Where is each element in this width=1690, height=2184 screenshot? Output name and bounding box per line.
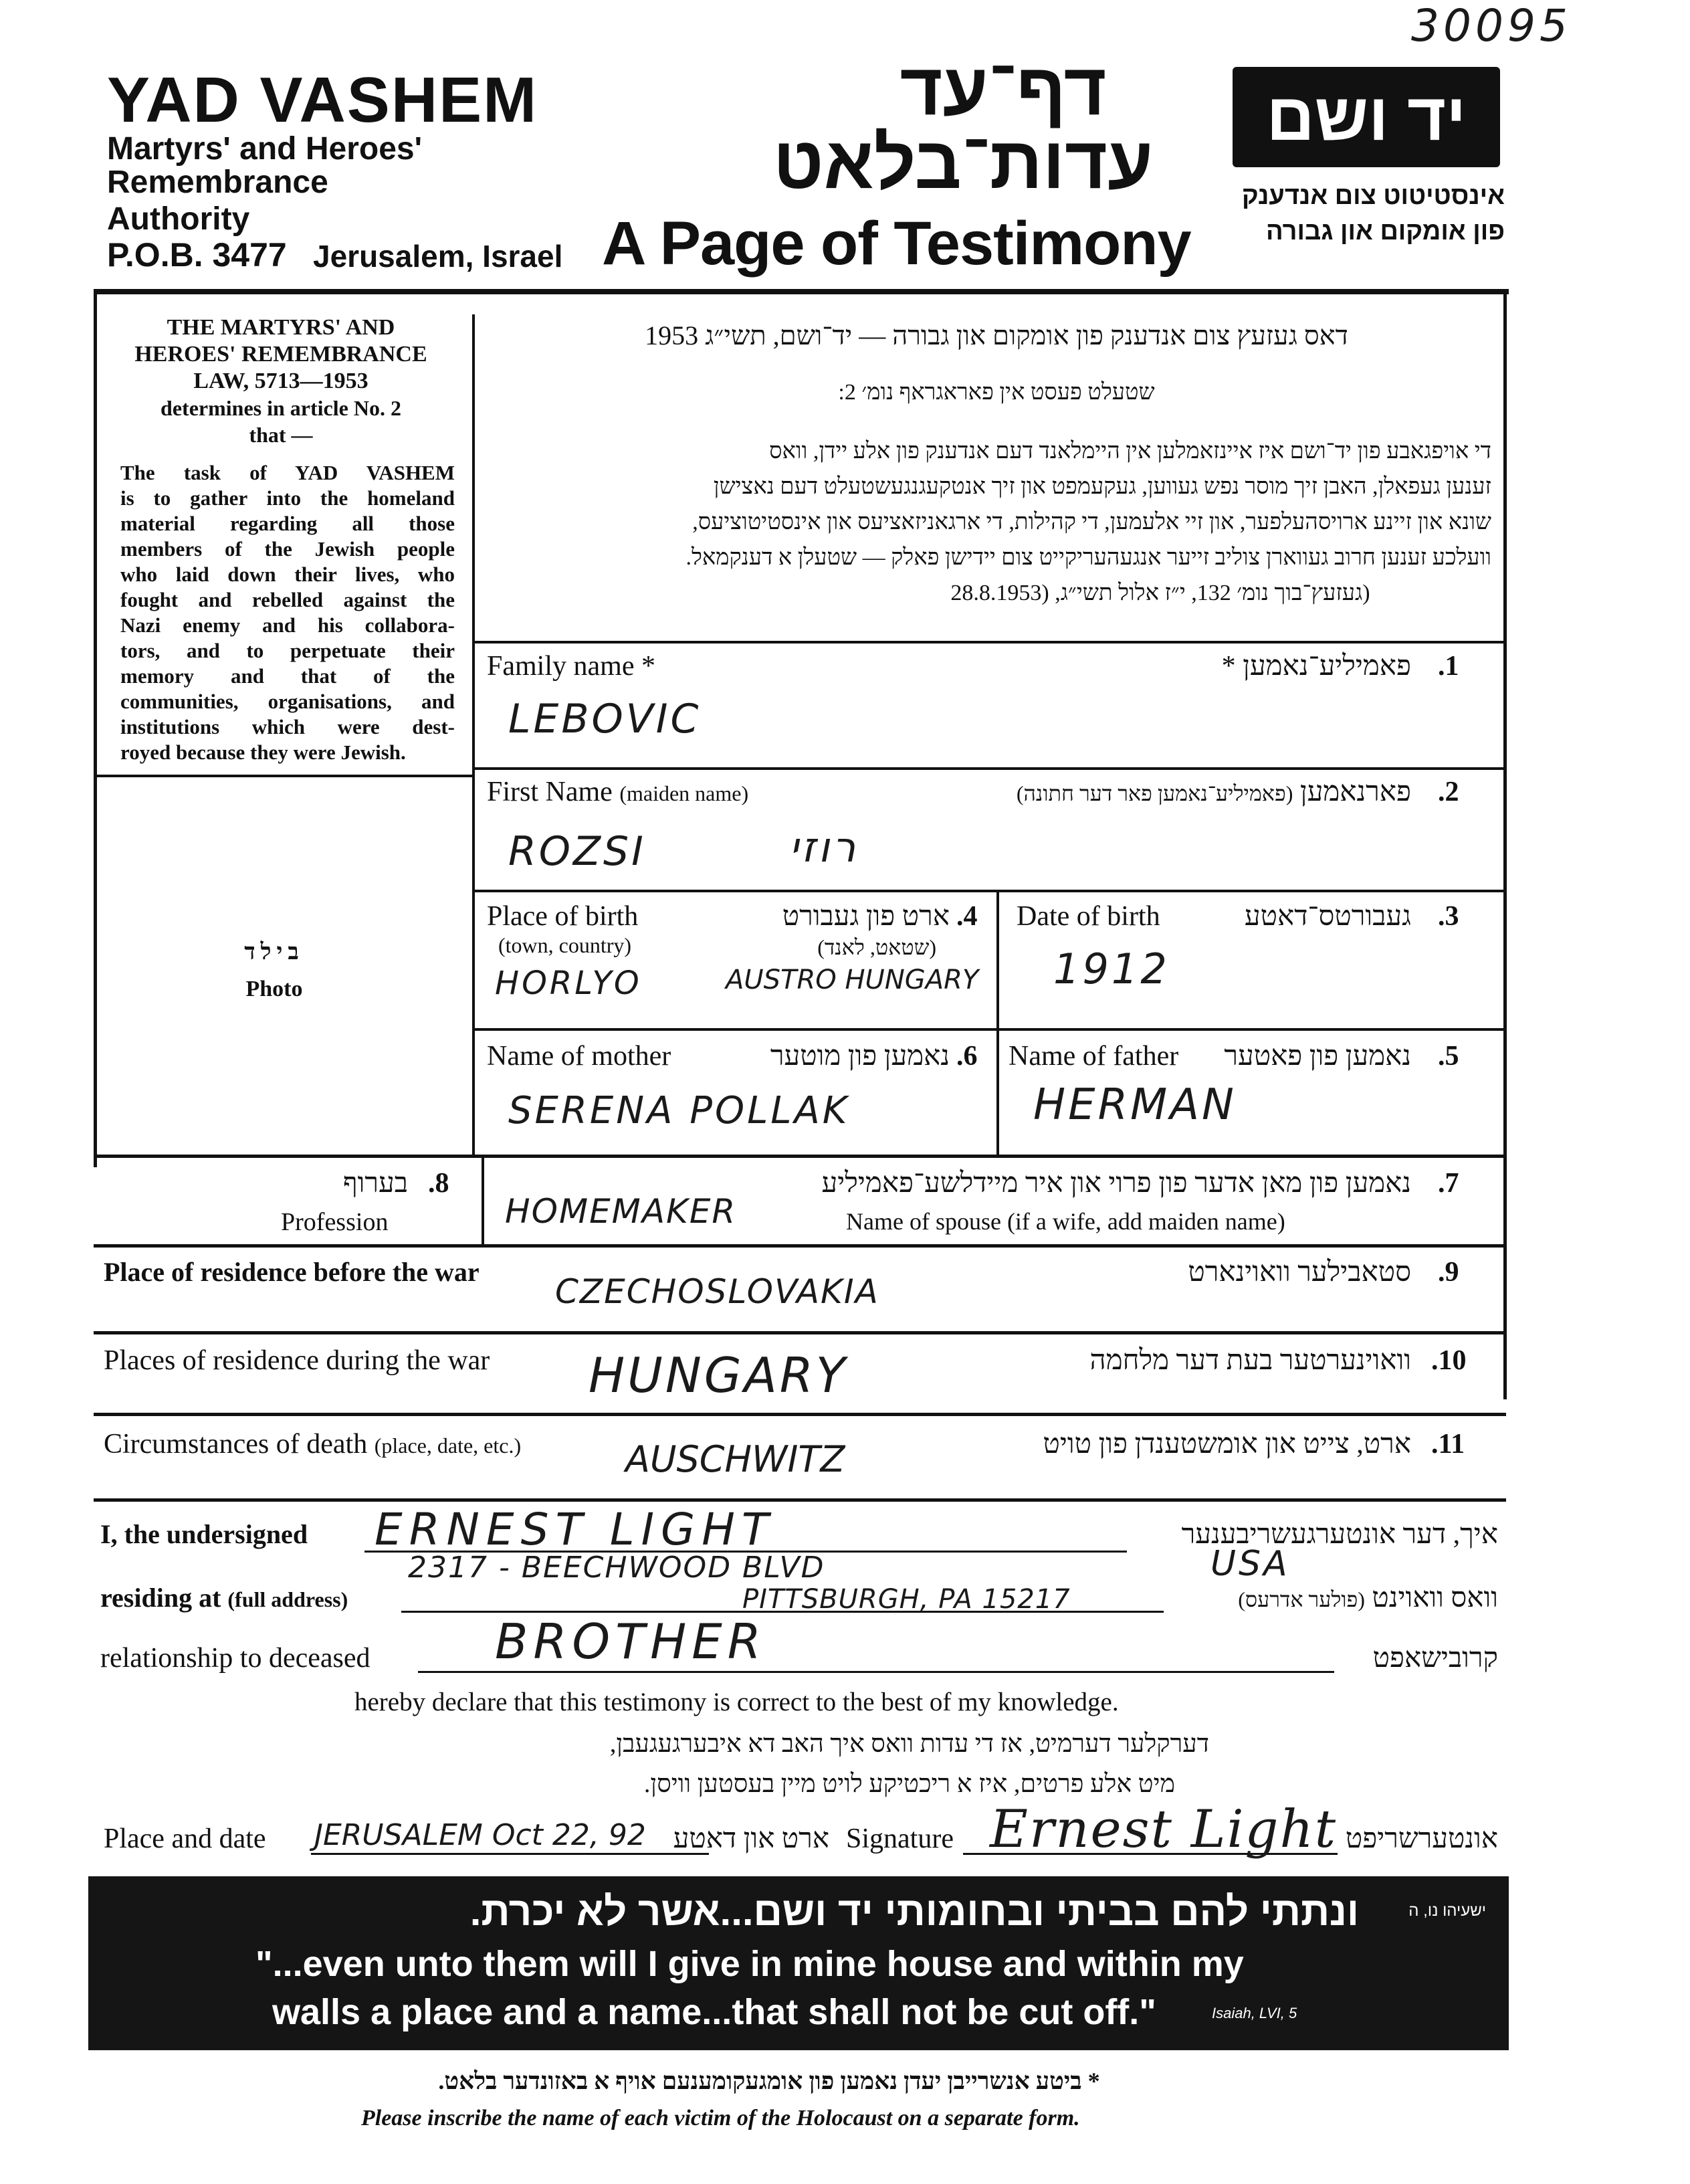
law-text-line: Nazi enemy and his collabora- bbox=[120, 613, 455, 637]
banner-english-quote-1: "...even unto them will I give in mine house and within my bbox=[255, 1944, 1244, 1984]
first-name-label-hebrew bbox=[936, 776, 1411, 808]
father-name-value[interactable]: HERMAN bbox=[1033, 1080, 1237, 1130]
field-number-3: .3 bbox=[1438, 901, 1459, 932]
place-date-label-hebrew: ארט און דאטע bbox=[673, 1823, 829, 1854]
field-number-2: .2 bbox=[1438, 777, 1459, 807]
residence-during-value[interactable]: HUNGARY bbox=[589, 1347, 848, 1403]
yiddish-law-text-line: וועלכע זענען חרוב געווארן צוליב זייער אנגעהעריקייט צום יידישן פאלק — שטעלן א דענקמאל. bbox=[685, 545, 1491, 570]
photo-label: Photo bbox=[245, 977, 303, 1001]
field-number-4: .4 bbox=[956, 901, 978, 932]
residing-heb-sub: (פולער אדרעס) bbox=[1238, 1587, 1365, 1611]
profession-label-hebrew: בערוף bbox=[342, 1168, 408, 1199]
law-line-3: LAW, 5713—1953 bbox=[193, 369, 368, 393]
hebrew-title-1: דף־עד bbox=[900, 48, 1107, 130]
org-line-1: Martyrs' and Heroes' bbox=[107, 131, 422, 167]
law-text-line: The task of YAD VASHEM bbox=[120, 461, 455, 484]
banner-hebrew-quote: ונתתי להם בביתי ובחומותי יד ושם...אשר לא יכרת. bbox=[469, 1889, 1359, 1934]
father-name-label-hebrew: נאמען פון פאטער bbox=[1224, 1041, 1411, 1072]
law-text bbox=[120, 460, 455, 765]
circumstances-label-sub: (place, date, etc.) bbox=[374, 1433, 522, 1458]
undersigned-label: I, the undersigned bbox=[100, 1519, 308, 1549]
yiddish-law-text-line: די אויפגאבע פון יד־ושם איז איינזאמלען אין היימלאנד דעם אנדענק פון אלע יידן, וואס bbox=[769, 439, 1491, 464]
document-number: 30095 bbox=[1411, 0, 1572, 52]
address-line-2[interactable]: PITTSBURGH, PA 15217 bbox=[742, 1584, 1071, 1615]
field-number-10: .10 bbox=[1431, 1345, 1467, 1376]
residing-label-text: residing at bbox=[100, 1583, 221, 1613]
yiddish-subtitle-2: פון אומקום און גבורה bbox=[1266, 217, 1505, 245]
pob: P.O.B. 3477 bbox=[107, 236, 287, 274]
field-number-1: .1 bbox=[1438, 651, 1459, 682]
frame-left bbox=[94, 294, 97, 1167]
father-name-label: Name of father bbox=[1009, 1041, 1179, 1072]
law-line-2: HEROES' REMEMBRANCE bbox=[134, 342, 427, 367]
place-date-value[interactable]: JERUSALEM Oct 22, 92 bbox=[314, 1818, 646, 1852]
residing-heb-text: וואס וואוינט bbox=[1372, 1583, 1498, 1613]
footer-hebrew: * ביטע אנשרייבן יעדן נאמען פון אומגעקומענעם אויף א באזונדער בלאט. bbox=[438, 2068, 1100, 2094]
rule-5 bbox=[94, 1155, 1506, 1158]
residence-during-label: Places of residence during the war bbox=[104, 1345, 490, 1376]
field-number-8: .8 bbox=[428, 1168, 449, 1199]
header-rule bbox=[94, 289, 1509, 294]
law-line-1: THE MARTYRS' AND bbox=[167, 315, 395, 340]
place-of-birth-value-country[interactable]: AUSTRO HUNGARY bbox=[726, 965, 979, 995]
date-of-birth-value[interactable]: 1912 bbox=[1053, 945, 1170, 993]
first-name-label bbox=[487, 776, 748, 808]
address-country[interactable]: USA bbox=[1210, 1544, 1290, 1584]
rule-6 bbox=[94, 1244, 1506, 1248]
circumstances-label bbox=[104, 1428, 521, 1460]
photo-label-hebrew: בילד bbox=[244, 940, 304, 965]
declaration-english: hereby declare that this testimony is correct to the best of my knowledge. bbox=[354, 1688, 1119, 1716]
frame-right bbox=[1503, 294, 1507, 1399]
rule-3 bbox=[472, 890, 1506, 892]
signature-label: Signature bbox=[846, 1823, 954, 1854]
field-number-6: .6 bbox=[956, 1041, 978, 1072]
yiddish-law-text-line: שונא און זיינע ארויסהעלפער, און זיי אלעמען, די קהילות, די ארגאניזאציעס און אינסטיטוציעס, bbox=[692, 510, 1491, 534]
vertical-mid bbox=[996, 890, 999, 1155]
place-of-birth-value[interactable]: HORLYO bbox=[495, 965, 642, 1002]
declaration-hebrew-1: דערקלער דערמיט, אז די עדות וואס איך האב דא איבערגעגעבן, bbox=[609, 1730, 1210, 1758]
family-name-value[interactable]: LEBOVIC bbox=[508, 696, 702, 742]
field-number-11: .11 bbox=[1431, 1429, 1465, 1460]
org-name: YAD VASHEM bbox=[107, 64, 538, 136]
rule-2 bbox=[472, 767, 1506, 770]
org-line-3: Authority bbox=[107, 201, 250, 237]
relationship-label: relationship to deceased bbox=[100, 1643, 371, 1674]
date-of-birth-label-hebrew: געבורטס־דאטע bbox=[1244, 901, 1411, 932]
first-name-label-sub: (maiden name) bbox=[619, 781, 749, 805]
signature-label-hebrew: אונטערשריפט bbox=[1345, 1823, 1498, 1854]
law-text-line: who laid down their lives, who bbox=[120, 563, 455, 586]
residence-before-label: Place of residence before the war bbox=[104, 1257, 480, 1287]
hebrew-title-2: עדות־בלאט bbox=[772, 122, 1154, 204]
address-line-1[interactable]: 2317 - BEECHWOOD BLVD bbox=[408, 1551, 825, 1585]
rule-9 bbox=[94, 1498, 1506, 1502]
place-of-birth-sub-hebrew: (שטאט, לאנד) bbox=[817, 935, 936, 959]
field-number-9: .9 bbox=[1438, 1257, 1459, 1288]
law-box-bottom bbox=[94, 775, 475, 777]
field-number-7: .7 bbox=[1438, 1168, 1459, 1199]
place-of-birth-label-hebrew: ארט פון געבורט bbox=[782, 901, 950, 932]
banner-reference: Isaiah, LVI, 5 bbox=[1212, 2005, 1297, 2021]
relationship-label-hebrew: קרובישאפט bbox=[1372, 1643, 1498, 1674]
place-date-label: Place and date bbox=[104, 1823, 266, 1854]
place-of-birth-sub: (town, country) bbox=[498, 933, 632, 957]
law-text-line: fought and rebelled against the bbox=[120, 588, 455, 611]
law-line-4: determines in article No. 2 bbox=[161, 396, 401, 420]
undersigned-label-hebrew: איך, דער אונטערגעשריבענער bbox=[1181, 1519, 1498, 1550]
profession-value[interactable]: HOMEMAKER bbox=[505, 1192, 737, 1231]
field-number-5: .5 bbox=[1438, 1041, 1459, 1072]
date-of-birth-label: Date of birth bbox=[1017, 901, 1160, 932]
residing-label-hebrew bbox=[1164, 1582, 1498, 1614]
circumstances-label-text: Circumstances of death bbox=[104, 1429, 368, 1460]
declaration-hebrew-2: מיט אלע פרטים, איז א ריכטיקע לויט מיין בעסטען וויסן. bbox=[643, 1770, 1176, 1798]
rule-7 bbox=[94, 1331, 1506, 1334]
residing-label bbox=[100, 1582, 348, 1613]
banner-hebrew-reference: ישעיהו נו, ה bbox=[1408, 1902, 1486, 1920]
law-text-line: memory and that of the bbox=[120, 664, 455, 688]
yiddish-law-line-1: דאס געזעץ צום אנדענק פון אומקום און גבורה — יד־ושם, תשי״ג 1953 bbox=[645, 320, 1348, 351]
yiddish-law-text-line: (געזעץ־בוך נומ׳ 132, י״ז אלול תשי״ג, (28.8.1953 bbox=[950, 581, 1370, 605]
first-name-value[interactable]: ROZSI bbox=[508, 828, 646, 875]
residing-label-sub: (full address) bbox=[227, 1587, 348, 1611]
law-text-line: communities, organisations, and bbox=[120, 690, 455, 713]
banner-english-quote-2: walls a place and a name...that shall not be cut off." bbox=[272, 1992, 1156, 2032]
residence-before-value[interactable]: CZECHOSLOVAKIA bbox=[555, 1272, 879, 1311]
org-line-2: Remembrance bbox=[107, 165, 328, 200]
place-date-line bbox=[311, 1853, 709, 1855]
family-name-label-hebrew: פאמיליע־נאמען * bbox=[1221, 651, 1411, 682]
profession-label: Profession bbox=[281, 1208, 389, 1236]
yad-vashem-logo: יד ושם bbox=[1233, 67, 1500, 167]
circumstances-label-hebrew: ארט, צייט און אומשטענדן פון טויט bbox=[1043, 1429, 1411, 1460]
relationship-value[interactable]: BROTHER bbox=[495, 1613, 766, 1670]
place-of-birth-label: Place of birth bbox=[487, 901, 639, 932]
first-name-heb-sub: (פאמיליע־נאמען פאר דער חתונה) bbox=[1016, 781, 1293, 805]
mother-name-label: Name of mother bbox=[487, 1041, 671, 1072]
rule-4 bbox=[472, 1028, 1506, 1031]
footer-english: Please inscribe the name of each victim of the Holocaust on a separate form. bbox=[361, 2106, 1080, 2130]
law-text-line: royed because they were Jewish. bbox=[120, 740, 406, 764]
quote-banner bbox=[88, 1876, 1509, 2050]
family-name-label: Family name * bbox=[487, 651, 655, 682]
spouse-label-hebrew: נאמען פון מאן אדער פון פרוי און איר מיידלשע־פאמיליע bbox=[821, 1168, 1411, 1199]
undersigned-value[interactable]: ERNEST LIGHT bbox=[375, 1504, 776, 1555]
rule-8 bbox=[94, 1413, 1506, 1416]
circumstances-value[interactable]: AUSCHWITZ bbox=[625, 1438, 845, 1480]
first-name-value-hebrew[interactable]: רוזי bbox=[789, 823, 859, 872]
law-box bbox=[107, 314, 455, 448]
law-line-5: that — bbox=[249, 423, 313, 447]
residence-before-label-hebrew: סטאבילער וואוינארט bbox=[1188, 1257, 1411, 1288]
mother-name-value[interactable]: SERENA POLLAK bbox=[508, 1089, 850, 1132]
yiddish-law-paragraph bbox=[495, 433, 1491, 611]
yiddish-law-line-2: שטעלט פעסט אין פאראגראף נומ׳ 2: bbox=[838, 380, 1155, 405]
first-name-heb-text: פארנאמען bbox=[1299, 777, 1411, 807]
page-title: A Page of Testimony bbox=[602, 209, 1191, 278]
signature-value[interactable]: Ernest Light bbox=[990, 1799, 1338, 1860]
spouse-label: Name of spouse (if a wife, add maiden name) bbox=[846, 1208, 1285, 1235]
city: Jerusalem, Israel bbox=[313, 239, 563, 274]
rule-1 bbox=[472, 641, 1506, 643]
law-text-line: tors, and to perpetuate their bbox=[120, 639, 455, 662]
first-name-label-text: First Name bbox=[487, 777, 613, 807]
yiddish-subtitle-1: אינסטיטוט צום אנדענק bbox=[1241, 182, 1505, 210]
mother-name-label-hebrew: נאמען פון מוטער bbox=[770, 1041, 950, 1072]
law-text-line: members of the Jewish people bbox=[120, 537, 455, 561]
residence-during-label-hebrew: וואוינערטער בעת דער מלחמה bbox=[1089, 1345, 1411, 1376]
law-text-line: material regarding all those bbox=[120, 512, 455, 535]
relationship-line bbox=[418, 1671, 1334, 1673]
yiddish-law-text-line: זענען געפאלן, האבן זיך מוסר נפש געווען, געקעמפט און זיך אנטקעגנגעשטעלט דעם נאצישן bbox=[713, 474, 1491, 499]
law-text-line: is to gather into the homeland bbox=[120, 486, 455, 510]
vertical-profession bbox=[482, 1155, 484, 1244]
law-text-line: institutions which were dest- bbox=[120, 715, 455, 738]
